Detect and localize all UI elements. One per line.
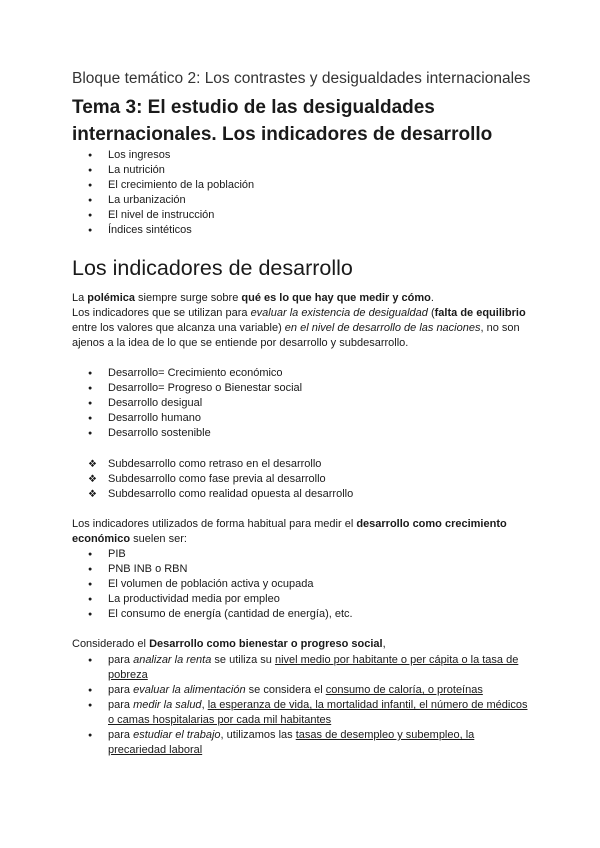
social-indicators-list (72, 653, 532, 758)
list-item: ● El crecimiento de la población (72, 178, 532, 193)
list-item: ● Desarrollo= Progreso o Bienestar social (72, 381, 532, 396)
list-item: ● La urbanización (72, 193, 532, 208)
economic-indicators-list (72, 547, 532, 622)
list-item: ● para estudiar el trabajo, utilizamos las tasas de desempleo y subempleo, la precariedad laboral (72, 728, 532, 758)
page-title: Tema 3: El estudio de las desigualdades internacionales. Los indicadores de desarrollo (72, 97, 493, 145)
section-heading: Los indicadores de desarrollo (72, 256, 353, 280)
list-item: ● PIB (72, 547, 532, 562)
list-item: ❖ Subdesarrollo como realidad opuesta al desarrollo (72, 487, 532, 502)
list-item: ● Desarrollo= Crecimiento económico (72, 366, 532, 381)
block-subtitle: Bloque temático 2: Los contrastes y desigualdades internacionales (72, 70, 531, 87)
list-item: ● El consumo de energía (cantidad de energía), etc. (72, 607, 532, 622)
economic-indicators-paragraph: Los indicadores utilizados de forma habitual para medir el desarrollo como crecimiento económico suelen ser: (72, 518, 507, 545)
list-item: ● La productividad media por empleo (72, 592, 532, 607)
list-item: ● Los ingresos (72, 148, 532, 163)
list-item: ● para medir la salud, la esperanza de vida, la mortalidad infantil, el número de médicos o camas hospitalarias por cada mil habitantes (72, 698, 532, 728)
list-item: ● Desarrollo desigual (72, 396, 532, 411)
list-item: ● Desarrollo humano (72, 411, 532, 426)
list-item: ● para analizar la renta se utiliza su nivel medio por habitante o per cápita o la tasa de pobreza (72, 653, 532, 683)
list-item: ● para evaluar la alimentación se considera el consumo de caloría, o proteínas (72, 683, 532, 698)
list-item: ● El volumen de población activa y ocupada (72, 577, 532, 592)
list-item: ❖ Subdesarrollo como retraso en el desarrollo (72, 457, 532, 472)
list-item: ● PNB INB o RBN (72, 562, 532, 577)
intro-paragraph: La polémica siempre surge sobre qué es lo que hay que medir y cómo. Los indicadores que se utilizan para evaluar la existencia de desigualdad (falta de equilibrio entre los valores que alcanza una variable) en el nivel de desarrollo de las naciones, no son ajenos a la idea de lo que se entiende por desarrollo y subdesarrollo. (72, 292, 526, 349)
list-item: ● El nivel de instrucción (72, 208, 532, 223)
list-item: ● La nutrición (72, 163, 532, 178)
list-item: ❖ Subdesarrollo como fase previa al desarrollo (72, 472, 532, 487)
underdevelopment-list (72, 457, 532, 502)
list-item: ● Desarrollo sostenible (72, 426, 532, 441)
topic-list (72, 148, 532, 238)
social-indicators-paragraph: Considerado el Desarrollo como bienestar o progreso social, (72, 638, 386, 650)
development-list (72, 366, 532, 441)
list-item: ● Índices sintéticos (72, 223, 532, 238)
